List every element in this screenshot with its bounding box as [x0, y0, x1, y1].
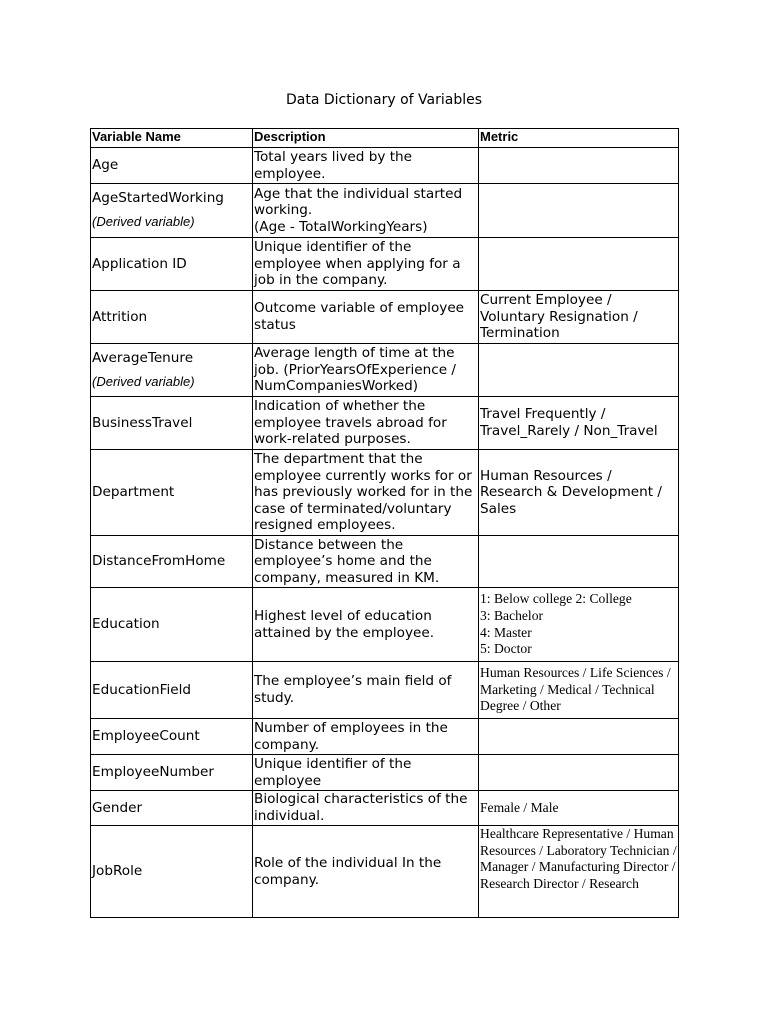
- variable-name-cell: [91, 719, 253, 755]
- data-dictionary-table: [90, 128, 679, 918]
- page-title: Data Dictionary of Variables: [285, 92, 483, 108]
- derived-variable-note: (Derived variable): [92, 373, 195, 389]
- table-row: [91, 719, 679, 755]
- variable-name-cell: [91, 755, 253, 791]
- description-cell: Role of the individual In the company.: [253, 826, 479, 918]
- variable-name-cell: [91, 238, 253, 291]
- variable-name: Education: [92, 616, 160, 633]
- variable-name: AverageTenure: [92, 349, 194, 366]
- metric-cell: [479, 755, 679, 791]
- table-row: [91, 291, 679, 344]
- variable-name-cell: [91, 450, 253, 536]
- variable-name: Age: [92, 157, 119, 174]
- table-row: [91, 238, 679, 291]
- table-row: [91, 588, 679, 662]
- description-cell: The employee’s main field of study.: [253, 662, 479, 719]
- header-metric: Metric: [479, 129, 679, 148]
- table-row: [91, 148, 679, 184]
- description-cell: Distance between the employee’s home and the company, measured in KM.: [253, 536, 479, 588]
- variable-name: JobRole: [92, 863, 143, 880]
- variable-name-cell: [91, 791, 253, 826]
- variable-name-cell: [91, 344, 253, 397]
- variable-name: Gender: [92, 799, 143, 816]
- table-row: [91, 662, 679, 719]
- metric-cell: [479, 344, 679, 397]
- table-row: [91, 184, 679, 238]
- variable-name: EducationField: [92, 681, 192, 698]
- description-cell: Unique identifier of the employee when applying for a job in the company.: [253, 238, 479, 291]
- variable-name-cell: [91, 826, 253, 918]
- variable-name-cell: [91, 536, 253, 588]
- description-cell: Highest level of education attained by the employee.: [253, 588, 479, 662]
- table-row: [91, 755, 679, 791]
- variable-name: Attrition: [92, 308, 148, 325]
- variable-name-cell: [91, 588, 253, 662]
- description-cell: Outcome variable of employee status: [253, 291, 479, 344]
- variable-name: EmployeeNumber: [92, 764, 214, 781]
- description-cell: Indication of whether the employee travels abroad for work-related purposes.: [253, 397, 479, 450]
- header-description: Description: [253, 129, 479, 148]
- metric-cell: [479, 148, 679, 184]
- metric-cell: Human Resources / Life Sciences / Marketing / Medical / Technical Degree / Other: [479, 662, 679, 719]
- description-cell: [253, 184, 479, 238]
- metric-cell: [479, 238, 679, 291]
- metric-cell: [479, 536, 679, 588]
- variable-name: Department: [92, 484, 175, 501]
- metric-cell: [479, 719, 679, 755]
- header-variable-name: Variable Name: [91, 129, 253, 148]
- metric-text: 1: Below college 2: College 3: Bachelor 4: Master 5: Doctor: [480, 591, 632, 657]
- variable-name: DistanceFromHome: [92, 553, 226, 570]
- variable-name: EmployeeCount: [92, 728, 200, 745]
- table-row: [91, 450, 679, 536]
- derived-variable-note: (Derived variable): [92, 214, 195, 229]
- table-row: [91, 791, 679, 826]
- table-row: [91, 344, 679, 397]
- table-row: [91, 397, 679, 450]
- description-cell: Total years lived by the employee.: [253, 148, 479, 184]
- description-cell: The department that the employee currently works for or has previously worked for in the case of terminated/voluntary resigned employees.: [253, 450, 479, 536]
- description-cell: Biological characteristics of the individual.: [253, 791, 479, 826]
- variable-name-cell: [91, 184, 253, 238]
- variable-name-cell: [91, 291, 253, 344]
- metric-cell: Female / Male: [479, 791, 679, 826]
- description-cell: Unique identifier of the employee: [253, 755, 479, 791]
- metric-cell: [479, 588, 679, 662]
- variable-name: AgeStartedWorking: [92, 190, 224, 207]
- description-cell: Average length of time at the job. (PriorYearsOfExperience / NumCompaniesWorked): [253, 344, 479, 397]
- table-row: [91, 536, 679, 588]
- metric-cell: Travel Frequently / Travel_Rarely / Non_Travel: [479, 397, 679, 450]
- table-header-row: [91, 129, 679, 148]
- table-row: [91, 826, 679, 918]
- metric-cell: Healthcare Representative / Human Resources / Laboratory Technician / Manager / Manufacturing Director / Research Director / Research: [479, 826, 679, 918]
- variable-name: BusinessTravel: [92, 414, 193, 431]
- metric-cell: [479, 184, 679, 238]
- variable-name-cell: [91, 662, 253, 719]
- description-text: Age that the individual started working. (Age - TotalWorkingYears): [254, 185, 463, 235]
- description-cell: Number of employees in the company.: [253, 719, 479, 755]
- variable-name-cell: [91, 397, 253, 450]
- metric-cell: Current Employee / Voluntary Resignation / Termination: [479, 291, 679, 344]
- variable-name-cell: [91, 148, 253, 184]
- metric-cell: Human Resources / Research & Development / Sales: [479, 450, 679, 536]
- variable-name: Application ID: [92, 255, 187, 272]
